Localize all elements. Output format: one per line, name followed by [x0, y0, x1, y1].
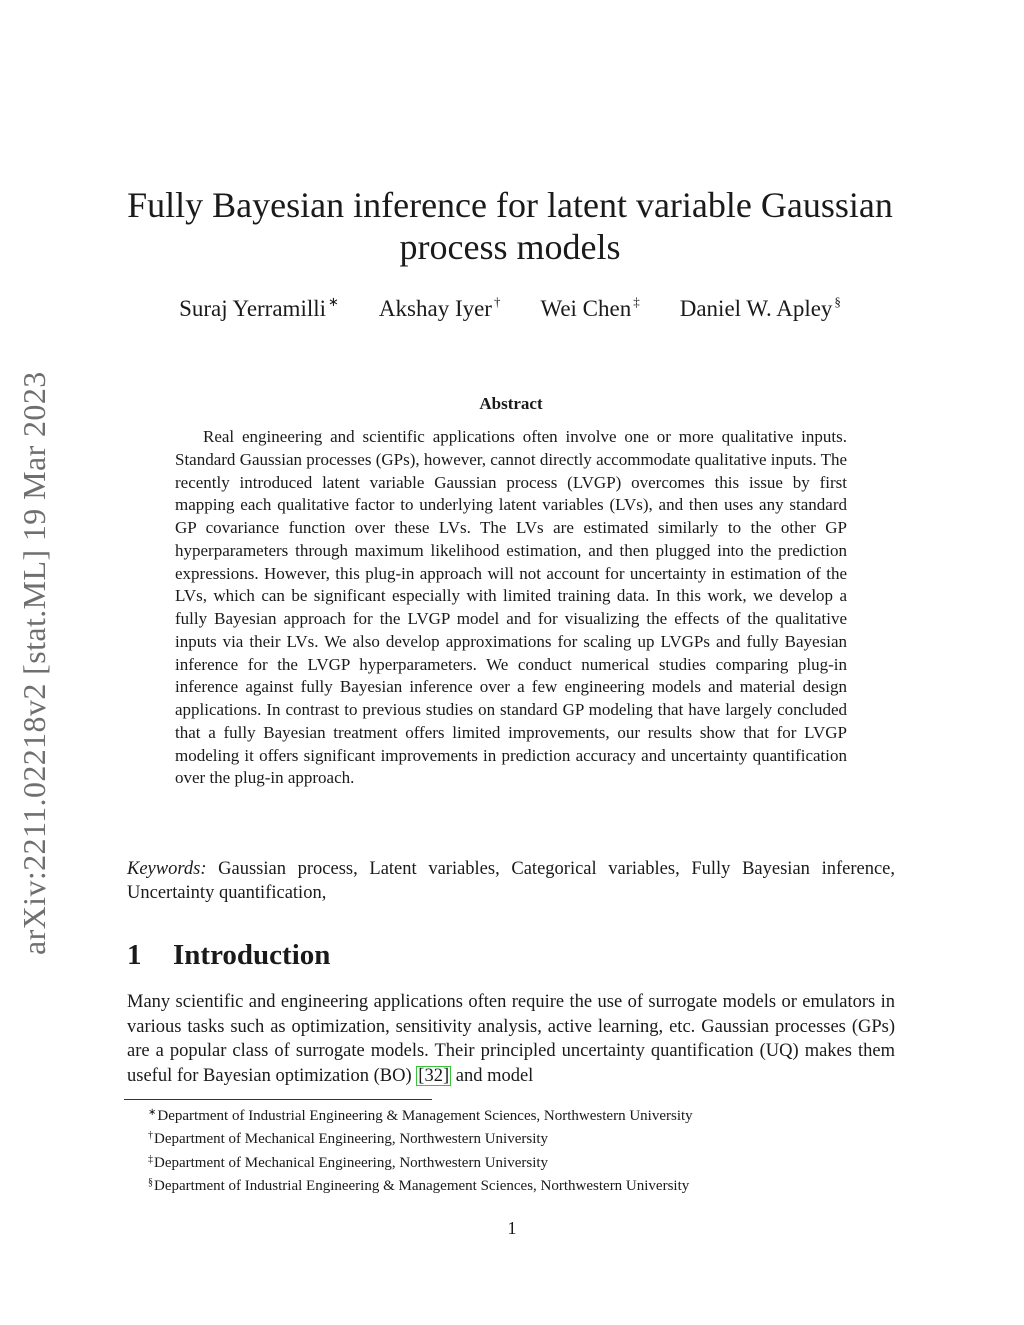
- footnote: [148, 1150, 848, 1173]
- paper-title: [120, 184, 900, 268]
- author: [540, 294, 639, 322]
- introduction-paragraph: [127, 990, 895, 1088]
- footnote: [148, 1173, 848, 1196]
- keywords-label: Keywords:: [127, 859, 207, 879]
- author-footnote-mark: ∗: [328, 294, 339, 309]
- footnote: [148, 1103, 848, 1126]
- footnote-text: Department of Industrial Engineering & Management Sciences, Northwestern University: [157, 1108, 693, 1124]
- author-name: Akshay Iyer: [378, 296, 492, 321]
- author-footnote-mark: ‡: [633, 294, 640, 309]
- citation-link[interactable]: [32]: [418, 1065, 450, 1086]
- footnote-mark: ‡: [148, 1153, 153, 1165]
- author-footnote-mark: §: [834, 294, 841, 309]
- footnote-mark: †: [148, 1130, 153, 1142]
- footnote-divider: [124, 1099, 432, 1100]
- title-line: Fully Bayesian inference for latent variable Gaussian: [127, 185, 893, 225]
- section-heading: [127, 936, 895, 974]
- footnote-text: Department of Mechanical Engineering, Northwestern University: [154, 1154, 549, 1171]
- footnote-text: Department of Industrial Engineering & Management Sciences, Northwestern University: [154, 1177, 690, 1194]
- author-footnote-mark: †: [493, 294, 501, 309]
- author: [179, 294, 339, 322]
- author-name: Daniel W. Apley: [679, 296, 833, 321]
- keywords: [127, 857, 895, 905]
- author-list: [120, 294, 900, 322]
- abstract-heading: Abstract: [479, 394, 543, 413]
- section-title: Introduction: [173, 939, 331, 971]
- keywords-text: Gaussian process, Latent variables, Categorical variables, Fully Bayesian inference, Uncertainty quantification,: [127, 859, 896, 903]
- footnote-text: Department of Mechanical Engineering, Northwestern University: [154, 1131, 549, 1148]
- intro-text-continued: and model: [451, 1065, 534, 1086]
- author: [680, 294, 841, 322]
- page-number: 1: [507, 1218, 517, 1238]
- citation-number: 32: [424, 1065, 443, 1086]
- footnote-mark: ∗: [148, 1107, 157, 1118]
- author-name: Suraj Yerramilli: [179, 296, 327, 321]
- title-line: process models: [399, 227, 621, 267]
- footnote: [148, 1126, 848, 1149]
- section-number: 1: [127, 939, 142, 971]
- footnotes: [148, 1103, 848, 1196]
- author-name: Wei Chen: [540, 296, 632, 321]
- author: [379, 294, 501, 322]
- abstract-text: Real engineering and scientific applications often involve one or more qualitative inputs. Standard Gaussian processes (GPs), however, cannot directly accommodate qualitative inputs. The recently introduced latent variable Gaussian process (LVGP) overcomes this issue by first mapping each qualitative factor to underlying latent variables (LVs), and then uses any standard GP covariance function over these LVs. The LVs are estimated similarly to the other GP hyperparameters through maximum likelihood estimation, and then plugged into the prediction expressions. However, this plug-in approach will not account for uncertainty in estimation of the LVs, which can be significant especially with limited training data. In this work, we develop a fully Bayesian approach for the LVGP model and for visualizing the effects of the qualitative inputs via their LVs. We also develop approximations for scaling up LVGPs and fully Bayesian inference for the LVGP hyperparameters. We conduct numerical studies comparing plug-in inference against fully Bayesian inference over a few engineering models and material design applications. In contrast to previous studies on standard GP modeling that have largely concluded that a fully Bayesian treatment offers limited improvements, our results show that for LVGP modeling it offers significant improvements in prediction accuracy and uncertainty quantification over the plug-in approach.: [175, 427, 847, 788]
- footnote-mark: §: [148, 1176, 153, 1188]
- intro-text: Many scientific and engineering applications often require the use of surrogate models or emulators in various tasks such as optimization, sensitivity analysis, active learning, etc. Gaussian processes (GPs) are a popular class of surrogate models. Their principled uncertainty quantification (UQ) makes them useful for Bayesian optimization (BO): [127, 992, 895, 1086]
- arxiv-identifier: arXiv:2211.02218v2 [stat.ML] 19 Mar 2023: [16, 371, 52, 955]
